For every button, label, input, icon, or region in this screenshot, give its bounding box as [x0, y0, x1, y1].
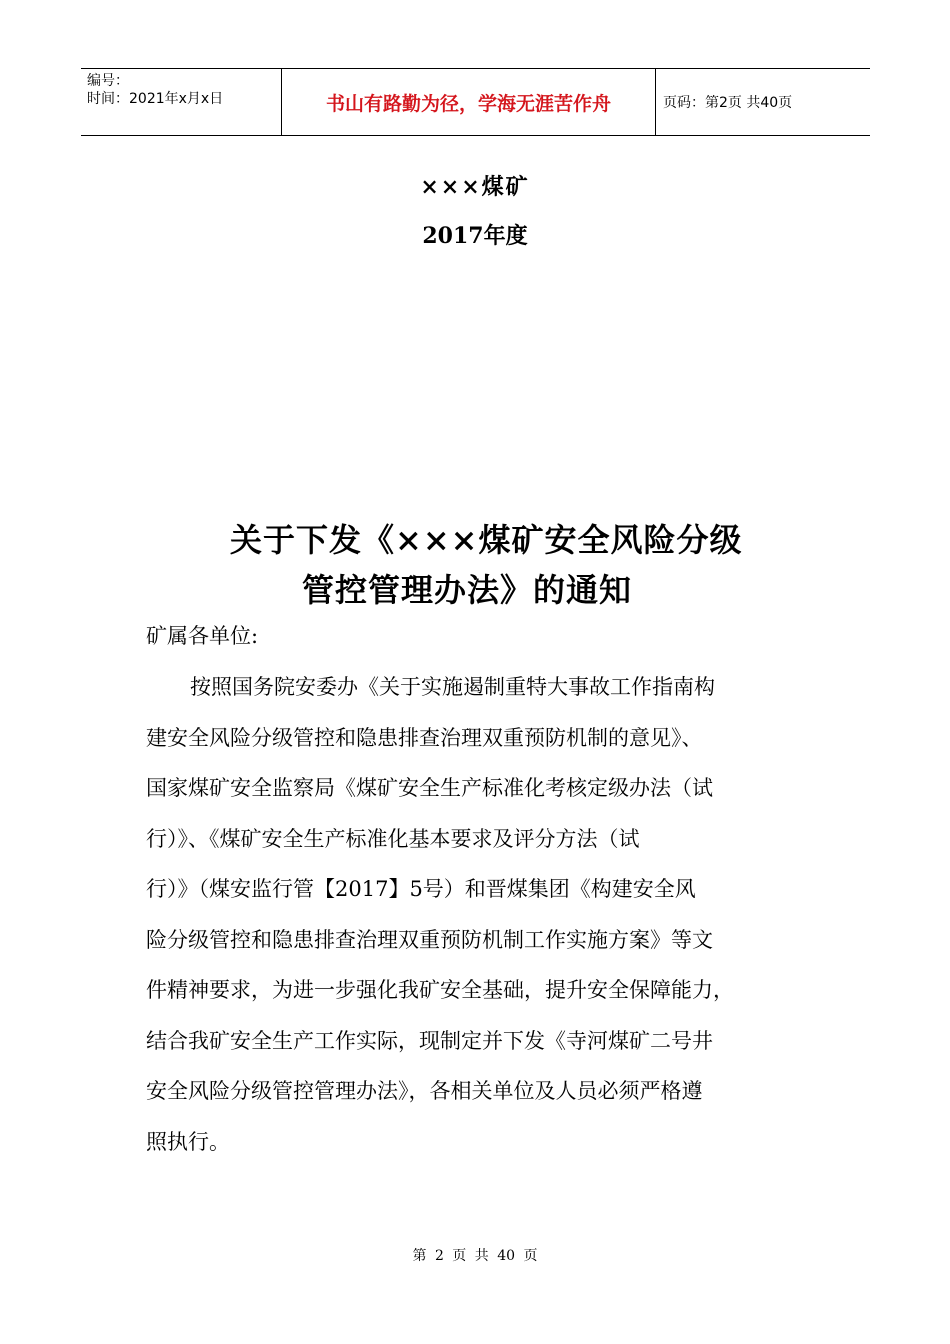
body-line: 件精神要求，为进一步强化我矿安全基础，提升安全保障能力， — [146, 978, 734, 1002]
body-line: 行）》（煤安监行管【2017】5号）和晋煤集团《构建安全风 — [146, 877, 696, 901]
body-line: 结合我矿安全生产工作实际，现制定并下发《寺河煤矿二号井 — [146, 1028, 713, 1053]
notice-body — [146, 662, 806, 1167]
header-motto: 书山有路勤为径，学海无涯苦作舟 — [282, 69, 656, 135]
date-label: 时间：2021年x月x日 — [87, 91, 224, 107]
body-line: 国家煤矿安全监察局《煤矿安全生产标准化考核定级办法（试 — [146, 776, 713, 800]
salutation: 矿属各单位: — [146, 624, 259, 648]
header-page-label: 页码：第2页 共40页 — [663, 95, 793, 111]
body-line: 险分级管控和隐患排查治理双重预防机制工作实施方案》等文 — [146, 927, 713, 952]
body-line: 按照国务院安委办《关于实施遏制重特大事故工作指南构 — [190, 675, 715, 699]
notice-title-line-2: 管控管理办法》的通知 — [302, 571, 633, 609]
page-footer: 第 2 页 共 40 页 — [412, 1248, 538, 1264]
body-line: 行）》、《煤矿安全生产标准化基本要求及评分方法（试 — [146, 826, 640, 851]
document-year: 2017年度 — [422, 223, 528, 249]
body-line: 照执行。 — [146, 1129, 230, 1154]
code-label: 编号： — [87, 73, 129, 89]
header-meta — [81, 69, 282, 135]
document-header — [81, 68, 870, 136]
organization-name: ×××煤矿 — [420, 174, 530, 200]
body-line: 建安全风险分级管控和隐患排查治理双重预防机制的意见》、 — [146, 725, 703, 750]
body-line: 安全风险分级管控管理办法》，各相关单位及人员必须严格遵 — [146, 1079, 703, 1103]
notice-title-line-1: 关于下发《×××煤矿安全风险分级 — [230, 521, 743, 559]
